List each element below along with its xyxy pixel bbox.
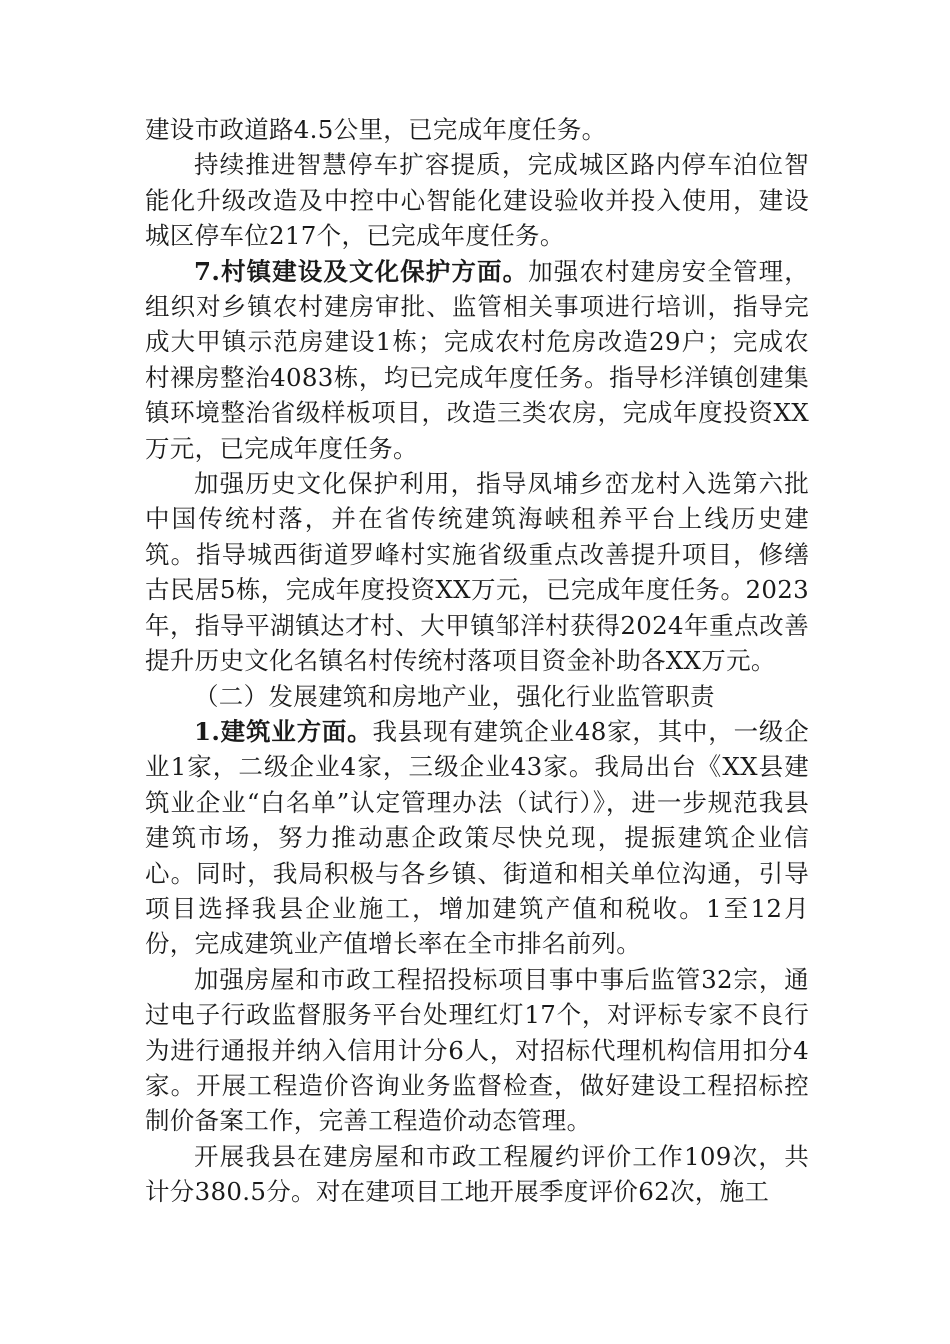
paragraph <box>145 254 809 466</box>
paragraph-text: 加强房屋和市政工程招投标项目事中事后监管32宗，通过电子行政监督服务平台处理红灯17个，对评标专家不良行为进行通报并纳入信用计分6人，对招标代理机构信用扣分4家。开展工程造价咨询业务监督检查，做好建设工程招标控制价备案工作，完善工程造价动态管理。 <box>145 964 809 1136</box>
section-heading-text: （二）发展建筑和房地产业，强化行业监管职责 <box>194 681 715 711</box>
paragraph <box>145 962 809 1139</box>
paragraph <box>145 147 809 253</box>
paragraph-text: 建设市政道路4.5公里，已完成年度任务。 <box>145 115 607 144</box>
section-heading <box>145 679 809 714</box>
paragraph-lead-heading: 7.村镇建设及文化保护方面。 <box>194 256 529 286</box>
paragraph-text: 持续推进智慧停车扩容提质，完成城区路内停车泊位智能化升级改造及中控中心智能化建设验收并投入使用，建设城区停车位217个，已完成年度任务。 <box>145 150 809 251</box>
paragraph-text: 加强历史文化保护利用，指导凤埔乡峦龙村入选第六批中国传统村落，并在省传统建筑海峡租养平台上线历史建筑。指导城西街道罗峰村实施省级重点改善提升项目，修缮古民居5栋，完成年度投资XX万元，已完成年度任务。2023年，指导平湖镇达才村、大甲镇邹洋村获得2024年重点改善提升历史文化名镇名村传统村落项目资金补助各XX万元。 <box>145 469 809 676</box>
paragraph-text: 开展我县在建房屋和市政工程履约评价工作109次，共计分380.5分。对在建项目工地开展季度评价62次，施工 <box>145 1141 809 1207</box>
paragraph <box>145 112 809 147</box>
document-body <box>145 112 809 1210</box>
paragraph <box>145 466 809 678</box>
paragraph-lead-heading: 1.建筑业方面。 <box>194 716 373 746</box>
paragraph-text: 加强农村建房安全管理，组织对乡镇农村建房审批、监管相关事项进行培训，指导完成大甲镇示范房建设1栋；完成农村危房改造29户；完成农村裸房整治4083栋，均已完成年度任务。指导杉洋镇创建集镇环境整治省级样板项目，改造三类农房，完成年度投资XX万元，已完成年度任务。 <box>145 256 809 463</box>
paragraph-text: 我县现有建筑企业48家，其中，一级企业1家，二级企业4家，三级企业43家。我局出台《XX县建筑业企业“白名单”认定管理办法（试行）》，进一步规范我县建筑市场，努力推动惠企政策尽快兑现，提振建筑企业信心。同时，我局积极与各乡镇、街道和相关单位沟通，引导项目选择我县企业施工，增加建筑产值和税收。1至12月份，完成建筑业产值增长率在全市排名前列。 <box>145 716 809 959</box>
paragraph <box>145 714 809 962</box>
paragraph <box>145 1139 809 1210</box>
